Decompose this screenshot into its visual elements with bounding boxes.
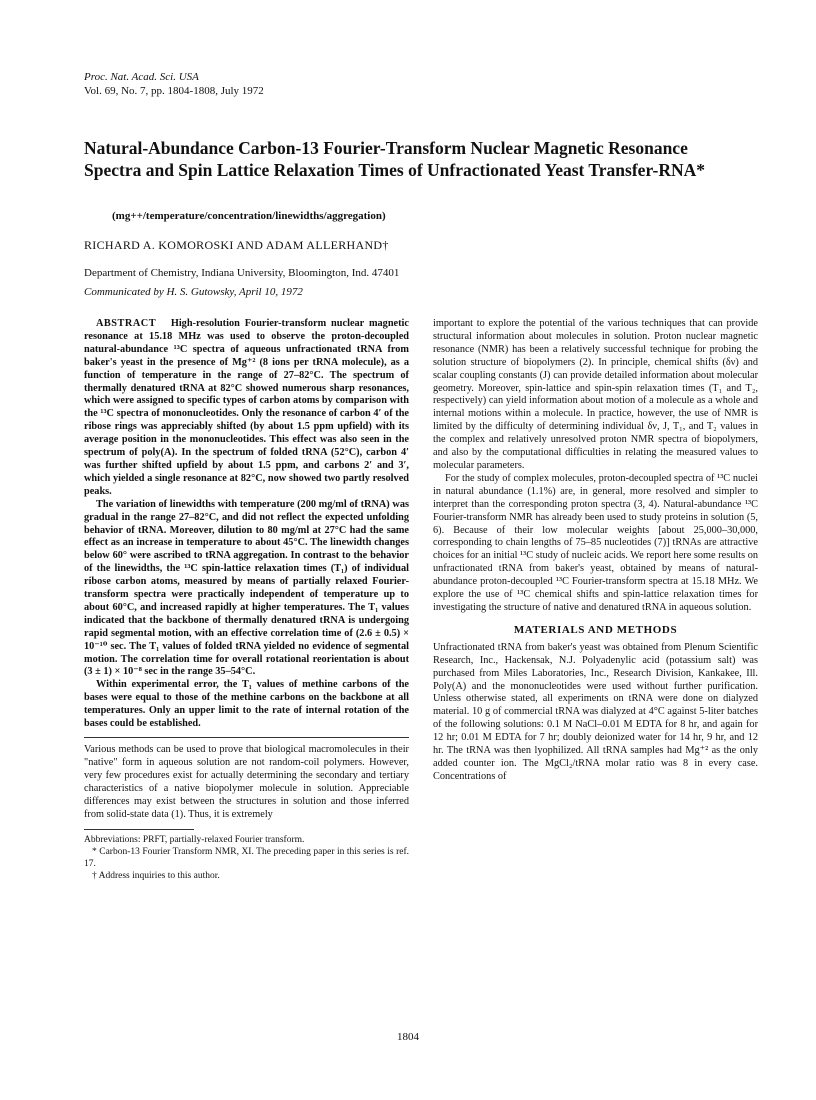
intro-paragraph-1: Various methods can be used to prove that biological macromolecules in their "native" form in aqueous solution are not random-coil polymers. However, very few procedures exist for actually determining the secondary and tertiary characteristics of a native biopolymer molecule in solution. Appreciable differences may exist between the structures in solution and those inferred from solid-state data (1). Thus, it is extremely <box>84 744 409 820</box>
methods-paragraph-1: Unfractionated tRNA from baker's yeast was obtained from Plenum Scientific Research, Inc., Hackensak, N.J. Polyadenylic acid (potassium salt) was purchased from Miles Laboratories, Inc., Research Division, Kankakee, Ill. Poly(A) and the mononucleotides were used without further purification. Unless otherwise stated, all experiments on tRNA were done on dialyzed material. 10 g of commercial tRNA was dialyzed at 4°C against 5-liter batches of the following solutions: 0.1 M NaCl–0.01 M EDTA for 8 hr, and again for 12 hr; 0.01 M EDTA for 7 hr; doubly deionized water for 14 hr, 9 hr, and 12 hr. The tRNA was then lyophilized. All tRNA samples had Mg⁺² as the only added counter ion. The MgCl₂/tRNA molar ratio was 8 in every case. Concentrations of <box>433 641 758 782</box>
left-column <box>84 318 409 882</box>
intro-right <box>433 318 758 615</box>
journal-volume: Vol. 69, No. 7, pp. 1804-1808, July 1972 <box>84 85 264 97</box>
abstract-label: ABSTRACT <box>96 318 157 329</box>
communicated-by: Communicated by H. S. Gutowsky, April 10, 1972 <box>84 286 303 298</box>
right-column <box>433 318 758 784</box>
intro-paragraph-1-continued: important to explore the potential of the various techniques that can provide structural information about molecules in solution. Proton nuclear magnetic resonance (NMR) has been a relatively successful technique for probing the solution structure of biopolymers (2). In principle, chemical shifts (δν) and scalar coupling constants (J) can provide detailed information about molecular geometry. Moreover, spin-lattice and spin-spin relaxation times (T₁ and T₂, respectively) can yield information about motion of a molecule as a whole and internal motions within a molecule. In practice, however, the use of NMR is limited by the difficulty of determining individual δν, J, T₁, and T₂ values in the complex and relatively unresolved proton NMR spectra of biopolymers, and also by the computational difficulties in relating the measured values to molecular parameters. <box>433 318 758 471</box>
affiliation: Department of Chemistry, Indiana University, Bloomington, Ind. 47401 <box>84 267 400 279</box>
paper-title: Natural-Abundance Carbon-13 Fourier-Transform Nuclear Magnetic Resonance Spectra and Spin Lattice Relaxation Times of Unfractionated Yeast Transfer-RNA* <box>84 138 706 180</box>
abstract <box>84 318 409 731</box>
page-number: 1804 <box>397 1031 419 1043</box>
footnotes <box>84 834 409 882</box>
footnote-divider <box>84 829 194 830</box>
section-heading-methods: MATERIALS AND METHODS <box>513 623 678 636</box>
methods-body <box>433 642 758 784</box>
keywords: (mg++/temperature/concentration/linewidths/aggregation) <box>112 210 386 222</box>
intro-paragraph-2: For the study of complex molecules, proton-decoupled spectra of ¹³C nuclei in natural abundance (1.1%) are, in general, more resolved and simpler to interpret than the corresponding proton spectra (3, 4). Natural-abundance ¹³C Fourier-transform NMR has already been used to study proteins in solution (5, 6). Because of their low molecular weights [about 25,000–30,000, corresponding to chain lengths of 75–85 nucleotides (7)] tRNAs are attractive choices for an initial ¹³C study of nucleic acids. We report here some results on unfractionated tRNA from baker's yeast, obtained by means of natural-abundance proton-decoupled ¹³C Fourier-transform spectra at 15.18 MHz. We explore the use of ¹³C chemical shifts and spin-lattice relaxation times for investigating the structure of native and denatured tRNA in aqueous solution. <box>433 472 758 613</box>
journal-citation <box>84 70 264 98</box>
authors: RICHARD A. KOMOROSKI AND ADAM ALLERHAND† <box>84 238 389 252</box>
journal-name: Proc. Nat. Acad. Sci. USA <box>84 71 199 83</box>
intro-left <box>84 744 409 821</box>
abstract-paragraph-3: Within experimental error, the T₁ values of methine carbons of the bases were equal to those of the methine carbons on the backbone at all temperatures. Only an upper limit to the rate of internal rotation of the bases could be established. <box>84 679 409 730</box>
footnote-abbreviations: Abbreviations: PRFT, partially-relaxed Fourier transform. <box>84 835 305 846</box>
footnote-star: * Carbon-13 Fourier Transform NMR, XI. The preceding paper in this series is ref. 17. <box>84 847 409 870</box>
footnote-dagger: † Address inquiries to this author. <box>92 871 220 882</box>
abstract-paragraph-1 <box>84 318 409 499</box>
abstract-text-1: High-resolution Fourier-transform nuclear magnetic resonance at 15.18 MHz was used to observe the proton-decoupled natural-abundance ¹³C spectra of aqueous unfractionated tRNA from baker's yeast in the presence of Mg⁺² (8 ions per tRNA molecule), as a function of temperature in the range of 27–82°C. The spectrum of thermally denatured tRNA at 82°C showed numerous sharp resonances, which were assigned to specific types of carbon atoms by comparison with the ¹³C spectra of mononucleotides. Only the resonance of carbon 4′ of the ribose rings was appreciably shifted (by about 1.5 ppm upfield) with its average position in the mononucleotides. This effect was also seen in the spectrum of poly(A). In the spectrum of folded tRNA (52°C), carbon 4′ was further shifted upfield by about 1.5 ppm, and carbons 2′ and 3′, which yielded a single resonance at 82°C, now showed two partly resolved peaks. <box>84 318 409 497</box>
abstract-divider <box>84 737 409 738</box>
abstract-paragraph-2: The variation of linewidths with temperature (200 mg/ml of tRNA) was gradual in the range 27–82°C, and did not reflect the expected unfolding behavior of tRNA. Moreover, dilution to 80 mg/ml at 27°C had the same effect as an increase in temperature to about 45°C. The linewidth changes below 60° were ascribed to tRNA aggregation. In contrast to the behavior of the linewidths, the ¹³C spin-lattice relaxation times (T₁) of individual ribose carbon atoms, measured by means of partially relaxed Fourier-transform spectra were practically independent of temperature up to about 60°C, and increased rapidly at higher temperatures. The T₁ values indicated that the backbone of thermally denatured tRNA is undergoing rapid segmental motion, with an effective correlation time of (2.6 ± 0.5) × 10⁻¹⁰ sec. The T₁ values of folded tRNA yielded no evidence of segmental motion. The correlation time for overall rotational reorientation is about (3 ± 1) × 10⁻⁸ sec in the range 35–54°C. <box>84 498 409 678</box>
